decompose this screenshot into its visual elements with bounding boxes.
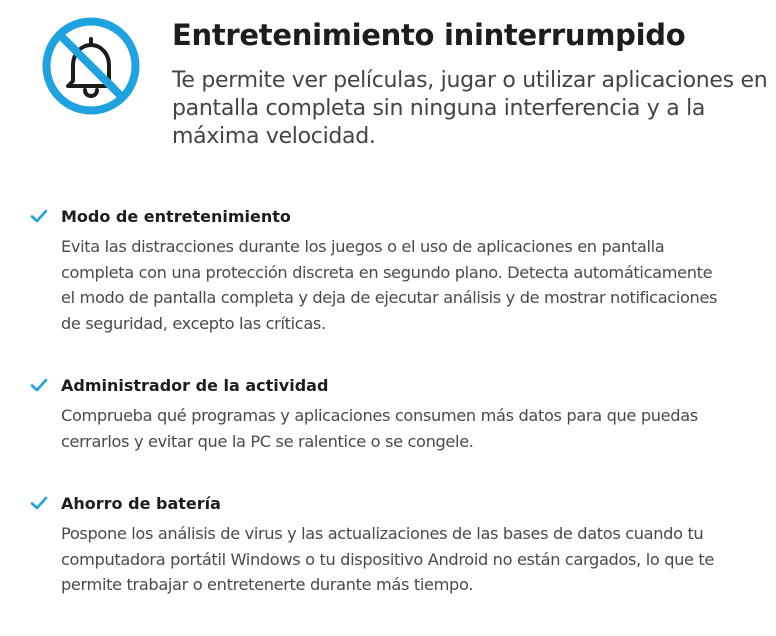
feature-title: Ahorro de batería — [61, 494, 221, 513]
feature-description: Evita las distracciones durante los juegos o el uso de aplicaciones en pantalla completa con una protección discreta en segundo plano. Detecta automáticamente el modo de pantalla completa y deja de ejecutar análisis y de mostrar notificaciones de seguridad, excepto las críticas. — [61, 237, 718, 333]
feature-title: Modo de entretenimiento — [61, 207, 291, 226]
bell-crossed-icon — [42, 17, 140, 115]
feature-title: Administrador de la actividad — [61, 376, 329, 395]
feature-description: Pospone los análisis de virus y las actualizaciones de las bases de datos cuando tu computadora portátil Windows o tu dispositivo Android no están cargados, lo que te permite trabajar o entretenerte durante más tiempo. — [61, 524, 715, 594]
page-title: Entretenimiento ininterrumpido — [172, 18, 686, 52]
check-icon — [30, 208, 48, 224]
page-subtitle: Te permite ver películas, jugar o utilizar aplicaciones en pantalla completa sin ninguna interferencia y a la máxima velocidad. — [172, 68, 768, 149]
check-icon — [30, 495, 48, 511]
feature-description: Comprueba qué programas y aplicaciones consumen más datos para que puedas cerrarlos y evitar que la PC se ralentice o se congele. — [61, 406, 698, 451]
check-icon — [30, 377, 48, 393]
